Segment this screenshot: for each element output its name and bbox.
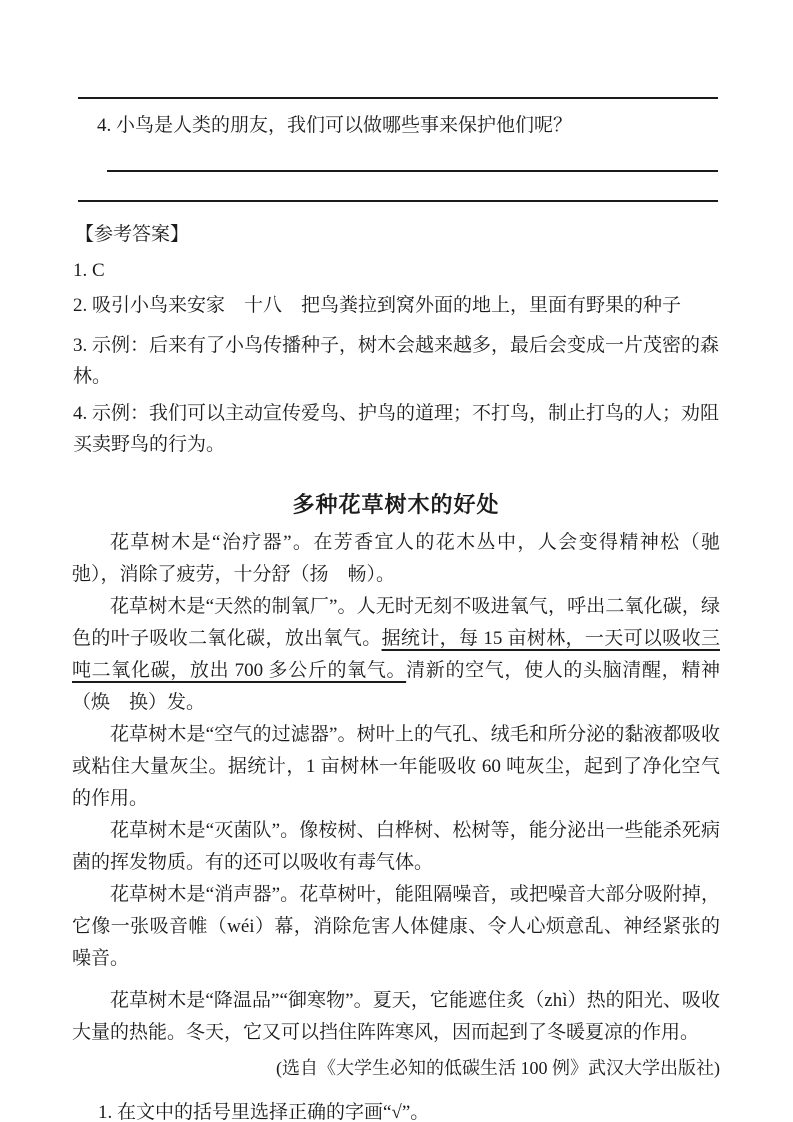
article-paragraph [72,985,720,1049]
article-paragraph [72,879,720,975]
answer-key-item: 3. 示例：后来有了小鸟传播种子，树木会越来越多，最后会变成一片茂密的森林。 [73,335,720,387]
paragraph-text: 花草树木是“天然的制氧厂”。人无时无刻不吸进氧气，呼出二氧化碳，绿色的叶子吸收二氧化碳，放出氧气。 [72,596,720,649]
paragraph-text: 花草树木是“降温品”“御寒物”。夏天，它能遮住炙（zhì）热的阳光、吸收大量的热能。冬天，它又可以挡住阵阵寒风，因而起到了冬暖夏凉的作用。 [72,990,720,1043]
article-paragraphs [72,527,740,1049]
article-paragraph [72,527,740,591]
article-paragraph [72,815,720,879]
answer-blank-line [107,170,718,172]
answer-key-item: 2. 吸引小鸟来安家 十八 把鸟粪拉到窝外面的地上，里面有野果的种子 [73,295,682,316]
paragraph-text: 花草树木是“治疗器”。在芳香宜人的花木丛中，人会变得精神松（驰 弛），消除了疲劳，十分舒（扬 畅）。 [72,532,740,585]
answer-key-list [73,255,723,460]
article-paragraph [72,719,720,815]
section-divider-line [78,200,718,202]
article-title: 多种花草树木的好处 [292,492,500,517]
paragraph-text: 花草树木是“消声器”。花草树叶，能阻隔噪音，或把噪音大部分吸附掉，它像一张吸音帷（wéi）幕，消除危害人体健康、令人心烦意乱、神经紧张的噪音。 [72,884,720,969]
paragraph-text: 花草树木是“灭菌队”。像桉树、白桦树、松树等，能分泌出一些能杀死病菌的挥发物质。有的还可以吸收有毒气体。 [72,820,720,873]
question-4: 4. 小鸟是人类的朋友，我们可以做哪些事来保护他们呢？ [97,115,573,136]
answer-key-header: 【参考答案】 [75,224,190,245]
answer-key-item: 1. C [73,260,105,281]
paragraph-text: 清新的空气，使人的头脑清醒，精神（焕 换）发。 [72,660,720,713]
underlined-statistic: 据统计，每 15 亩树林，一天可以吸收三吨二氧化碳，放出 700 多公斤的氧气。 [72,628,720,681]
article-paragraph [72,591,720,719]
question-1-select-correct-character: 1. 在文中的括号里选择正确的字画“√”。 [98,1102,430,1122]
paragraph-text: 花草树木是“空气的过滤器”。树叶上的气孔、绒毛和所分泌的黏液都吸收或粘住大量灰尘。据统计，1 亩树林一年能吸收 60 吨灰尘，起到了净化空气的作用。 [72,724,720,809]
answer-key-item: 4. 示例：我们可以主动宣传爱鸟、护鸟的道理；不打鸟，制止打鸟的人；劝阻买卖野鸟的行为。 [73,403,720,455]
article-body [72,527,740,1122]
article-source-attribution: (选自《大学生必知的低碳生活 100 例》武汉大学出版社) [276,1058,720,1078]
answer-blank-line-top [78,97,718,99]
